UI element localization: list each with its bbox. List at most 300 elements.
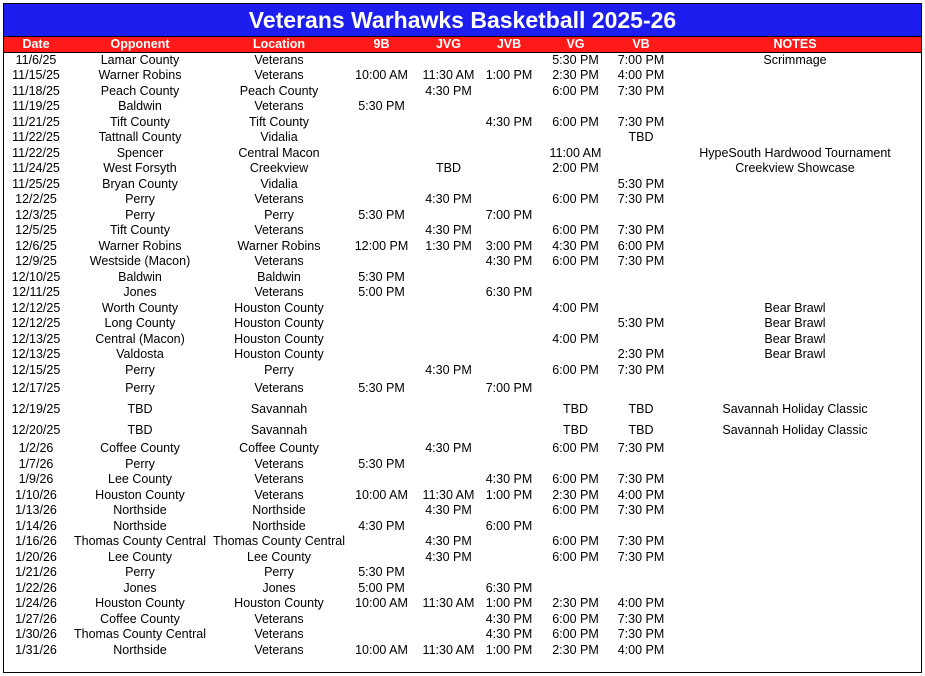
cell-location: Veterans [254, 254, 304, 268]
cell-location: Lee County [247, 549, 311, 564]
cell-9b: 4:30 PM [358, 518, 405, 533]
col-header-opponent: Opponent [68, 37, 212, 53]
cell-vg: 11:00 AM [549, 145, 602, 160]
cell-9b [346, 362, 417, 378]
cell-vb: TBD [628, 402, 654, 416]
cell-jvb [480, 130, 538, 145]
cell-opponent: Bryan County [102, 176, 178, 191]
cell-jvg: 4:30 PM [425, 83, 472, 98]
cell-location: Veterans [254, 285, 304, 299]
cell-jvg [417, 378, 480, 399]
table-row [4, 549, 921, 565]
cell-date: 12/15/25 [11, 362, 61, 377]
cell-jvg: 4:30 PM [425, 362, 472, 377]
cell-location: Veterans [254, 99, 304, 113]
cell-opponent: Perry [125, 381, 155, 395]
cell-opponent: Perry [125, 192, 155, 206]
cell-jvb [480, 192, 538, 207]
table-row [4, 456, 921, 472]
table-row [4, 441, 921, 456]
cell-date: 11/18/25 [12, 83, 60, 98]
cell-notes [669, 518, 921, 534]
cell-jvg [417, 456, 480, 472]
cell-date: 1/27/26 [15, 611, 57, 626]
cell-location: Thomas County Central [212, 534, 345, 548]
table-row [4, 68, 921, 83]
cell-vb: 7:30 PM [617, 549, 665, 564]
cell-opponent: Warner Robins [98, 238, 182, 253]
cell-location: Veterans [254, 642, 304, 657]
cell-opponent: Coffee County [100, 441, 180, 455]
table-row [4, 130, 921, 145]
cell-9b [346, 331, 417, 347]
cell-date: 12/17/25 [11, 381, 61, 395]
cell-vb: 7:30 PM [617, 362, 665, 377]
cell-jvg [417, 254, 480, 269]
cell-date: 11/6/25 [15, 53, 57, 68]
cell-location: Northside [252, 503, 306, 517]
cell-location: Peach County [239, 83, 319, 98]
cell-vg [538, 456, 613, 472]
cell-location: Houston County [234, 316, 324, 330]
cell-opponent: Perry [125, 362, 155, 377]
cell-notes [669, 114, 921, 130]
cell-jvg [417, 207, 480, 223]
cell-9b [346, 399, 417, 420]
cell-9b [346, 176, 417, 192]
cell-jvb [480, 53, 538, 68]
cell-vg: 6:00 PM [552, 534, 599, 548]
table-row [4, 99, 921, 114]
cell-date: 1/2/26 [18, 441, 54, 455]
cell-vg: 4:00 PM [552, 300, 599, 315]
table-row [4, 207, 921, 223]
cell-notes [669, 534, 921, 549]
cell-date: 12/5/25 [15, 223, 57, 237]
cell-opponent: Thomas County Central [73, 627, 206, 641]
cell-vg [538, 269, 613, 285]
cell-opponent: Lee County [108, 549, 172, 564]
cell-notes: Savannah Holiday Classic [722, 402, 868, 416]
cell-opponent: Northside [113, 642, 167, 657]
cell-9b: 5:30 PM [358, 207, 405, 222]
cell-vg: 6:00 PM [552, 503, 599, 517]
cell-notes: Bear Brawl [764, 300, 826, 315]
cell-vb: 4:00 PM [617, 487, 665, 502]
table-row [4, 176, 921, 192]
cell-opponent: Jones [123, 580, 157, 595]
cell-vb: 7:30 PM [617, 192, 665, 206]
cell-notes [669, 254, 921, 269]
table-row [4, 316, 921, 331]
cell-vb: 7:30 PM [617, 223, 665, 237]
cell-vg: 6:00 PM [552, 472, 599, 486]
cell-jvg [417, 269, 480, 285]
cell-location: Perry [264, 362, 294, 377]
cell-location: Northside [252, 518, 306, 533]
cell-date: 1/16/26 [15, 534, 57, 548]
cell-9b [346, 472, 417, 487]
cell-location: Savannah [250, 402, 308, 416]
cell-vb [613, 161, 669, 176]
cell-jvg: 4:30 PM [425, 549, 472, 564]
cell-jvb: 1:00 PM [485, 487, 533, 502]
cell-vb: 7:30 PM [617, 83, 665, 98]
cell-date: 12/12/25 [11, 316, 61, 330]
cell-date: 1/20/26 [15, 549, 57, 564]
cell-opponent: Lee County [108, 472, 172, 486]
cell-notes [669, 487, 921, 503]
cell-vb [613, 145, 669, 161]
cell-date: 12/2/25 [15, 192, 57, 206]
cell-vg: 6:00 PM [552, 83, 599, 98]
cell-opponent: Tift County [110, 223, 170, 237]
cell-jvb [480, 83, 538, 99]
cell-notes [669, 238, 921, 254]
cell-jvg [417, 565, 480, 580]
cell-vg: 6:00 PM [552, 254, 599, 268]
cell-vb: 4:00 PM [617, 596, 665, 610]
cell-vg: 2:30 PM [552, 642, 599, 657]
cell-notes [669, 456, 921, 472]
table-row [4, 83, 921, 99]
cell-notes [669, 176, 921, 192]
cell-vb: 7:30 PM [617, 114, 665, 129]
cell-jvb: 6:30 PM [485, 285, 533, 299]
cell-date: 11/25/25 [12, 176, 60, 191]
col-header-date: Date [4, 37, 68, 53]
table-row [4, 192, 921, 207]
cell-jvg [417, 114, 480, 130]
cell-opponent: Perry [125, 456, 155, 471]
cell-vg [538, 565, 613, 580]
cell-location: Baldwin [257, 269, 301, 284]
cell-jvb: 3:00 PM [485, 238, 533, 253]
cell-jvb [480, 269, 538, 285]
cell-location: Vidalia [260, 130, 298, 144]
cell-notes [669, 611, 921, 627]
table-row [4, 518, 921, 534]
cell-date: 12/11/25 [12, 285, 60, 299]
cell-notes [669, 378, 921, 399]
table-row [4, 254, 921, 269]
cell-9b [346, 300, 417, 316]
cell-location: Veterans [254, 611, 304, 626]
table-row [4, 223, 921, 238]
cell-vg [538, 99, 613, 114]
cell-jvg [417, 399, 480, 420]
col-header-9b: 9B [346, 37, 417, 53]
cell-jvg: 11:30 AM [422, 68, 475, 82]
cell-vg: 6:00 PM [552, 441, 599, 455]
cell-jvg [417, 130, 480, 145]
cell-notes: Bear Brawl [764, 331, 826, 346]
cell-opponent: Northside [113, 518, 167, 533]
cell-vb [613, 300, 669, 316]
cell-date: 1/21/26 [15, 565, 57, 579]
cell-vg: TBD [563, 423, 588, 437]
table-row [4, 347, 921, 362]
cell-notes [669, 269, 921, 285]
cell-location: Houston County [234, 596, 324, 610]
cell-location: Houston County [234, 347, 324, 361]
cell-date: 12/19/25 [11, 402, 61, 416]
cell-vg: 2:30 PM [552, 596, 599, 610]
cell-jvb: 7:00 PM [485, 381, 533, 395]
cell-date: 12/13/25 [11, 331, 61, 346]
cell-jvg [417, 518, 480, 534]
cell-date: 11/24/25 [12, 161, 60, 175]
cell-jvg [417, 331, 480, 347]
cell-date: 1/9/26 [18, 472, 54, 486]
col-header-location: Location [212, 37, 346, 53]
cell-jvg [417, 627, 480, 642]
cell-9b [346, 503, 417, 518]
cell-opponent: Worth County [101, 300, 179, 315]
cell-notes [669, 580, 921, 596]
cell-date: 12/3/25 [15, 207, 57, 222]
cell-jvb [480, 145, 538, 161]
cell-date: 12/9/25 [15, 254, 57, 268]
table-row [4, 565, 921, 580]
cell-jvb [480, 161, 538, 176]
table-row [4, 331, 921, 347]
cell-jvg [417, 99, 480, 114]
cell-location: Vidalia [260, 176, 298, 191]
cell-date: 11/21/25 [12, 114, 60, 129]
cell-vb: 5:30 PM [617, 176, 665, 191]
cell-9b [346, 161, 417, 176]
cell-jvg [417, 316, 480, 331]
cell-location: Veterans [254, 487, 304, 502]
cell-vg: 6:00 PM [552, 362, 599, 377]
cell-date: 11/19/25 [12, 99, 60, 113]
table-row [4, 285, 921, 300]
cell-jvg: 11:30 AM [422, 642, 475, 657]
cell-opponent: TBD [127, 402, 153, 416]
table-row [4, 300, 921, 316]
cell-opponent: TBD [127, 423, 153, 437]
cell-opponent: Northside [113, 503, 167, 517]
cell-jvg: 11:30 AM [422, 487, 475, 502]
cell-jvb [480, 362, 538, 378]
cell-date: 1/24/26 [15, 596, 57, 610]
cell-location: Houston County [234, 331, 324, 346]
cell-vb [613, 99, 669, 114]
table-row [4, 642, 921, 658]
cell-notes [669, 68, 921, 83]
cell-jvb: 4:30 PM [485, 114, 533, 129]
cell-vb: 4:00 PM [617, 68, 665, 82]
cell-vg [538, 176, 613, 192]
cell-9b [346, 441, 417, 456]
schedule-table [4, 37, 921, 658]
cell-9b [346, 254, 417, 269]
cell-opponent: Houston County [95, 487, 185, 502]
table-row [4, 378, 921, 399]
cell-jvg [417, 580, 480, 596]
cell-opponent: Thomas County Central [73, 534, 206, 548]
cell-date: 11/22/25 [12, 130, 60, 144]
cell-vb: 2:30 PM [617, 347, 665, 361]
table-row [4, 503, 921, 518]
cell-vb: 7:30 PM [617, 627, 665, 641]
cell-date: 12/6/25 [15, 238, 57, 253]
cell-opponent: Central (Macon) [95, 331, 185, 346]
cell-location: Savannah [250, 423, 308, 437]
table-row [4, 161, 921, 176]
cell-jvg [417, 347, 480, 362]
cell-9b: 10:00 AM [355, 642, 408, 657]
cell-jvb [480, 456, 538, 472]
col-header-notes: NOTES [669, 37, 921, 53]
col-header-jvg: JVG [417, 37, 480, 53]
table-row [4, 269, 921, 285]
cell-notes [669, 223, 921, 238]
cell-vb: 6:00 PM [617, 238, 665, 253]
cell-date: 1/14/26 [15, 518, 57, 533]
cell-jvb [480, 300, 538, 316]
cell-jvb: 4:30 PM [485, 254, 533, 268]
cell-vg [538, 207, 613, 223]
cell-opponent: Houston County [95, 596, 185, 610]
cell-date: 1/22/26 [15, 580, 57, 595]
cell-jvb [480, 99, 538, 114]
cell-notes: Scrimmage [763, 53, 827, 68]
cell-vg: 2:30 PM [552, 487, 599, 502]
cell-9b: 10:00 AM [355, 487, 408, 502]
cell-vb [613, 456, 669, 472]
cell-location: Veterans [254, 472, 304, 486]
cell-jvb: 7:00 PM [485, 207, 533, 222]
cell-date: 11/22/25 [12, 145, 60, 160]
cell-location: Veterans [254, 192, 304, 206]
cell-opponent: Coffee County [100, 611, 180, 626]
cell-date: 12/10/25 [11, 269, 61, 284]
cell-vg: 6:00 PM [552, 114, 599, 129]
cell-jvb [480, 331, 538, 347]
col-header-vb: VB [613, 37, 669, 53]
cell-jvb [480, 503, 538, 518]
cell-location: Veterans [254, 223, 304, 237]
cell-location: Veterans [254, 456, 304, 471]
cell-date: 1/10/26 [15, 487, 57, 502]
table-row [4, 487, 921, 503]
cell-vb: 7:30 PM [617, 611, 665, 626]
cell-9b [346, 316, 417, 331]
cell-vb: 7:30 PM [617, 472, 665, 486]
cell-notes: Savannah Holiday Classic [722, 423, 868, 437]
cell-vb [613, 518, 669, 534]
cell-jvg [417, 53, 480, 68]
table-row [4, 472, 921, 487]
cell-notes [669, 83, 921, 99]
cell-jvg [417, 611, 480, 627]
cell-notes [669, 642, 921, 658]
table-row [4, 362, 921, 378]
cell-vg [538, 378, 613, 399]
table-row [4, 580, 921, 596]
cell-jvg: TBD [436, 161, 461, 175]
table-row [4, 596, 921, 611]
cell-opponent: Baldwin [118, 99, 162, 113]
cell-jvg: 1:30 PM [425, 238, 472, 253]
cell-notes: Bear Brawl [764, 347, 826, 361]
table-row [4, 534, 921, 549]
cell-vb [613, 207, 669, 223]
cell-date: 12/13/25 [11, 347, 61, 361]
cell-notes [669, 565, 921, 580]
cell-vg: 4:30 PM [552, 238, 599, 253]
cell-vb: 7:30 PM [617, 254, 665, 268]
cell-location: Central Macon [238, 145, 320, 160]
cell-location: Perry [264, 207, 294, 222]
cell-vg [538, 518, 613, 534]
cell-vg [538, 347, 613, 362]
cell-opponent: Tift County [110, 114, 170, 129]
cell-date: 12/20/25 [11, 423, 61, 437]
cell-vg: 2:00 PM [552, 161, 599, 175]
cell-9b [346, 420, 417, 441]
cell-location: Veterans [254, 381, 304, 395]
schedule-sheet [3, 3, 922, 673]
cell-9b: 5:30 PM [358, 565, 405, 579]
cell-vg: 6:00 PM [552, 192, 599, 206]
cell-jvb: 4:30 PM [485, 472, 533, 486]
cell-vg: 6:00 PM [552, 627, 599, 641]
cell-location: Jones [262, 580, 296, 595]
cell-jvb: 6:00 PM [485, 518, 533, 533]
cell-date: 12/12/25 [11, 300, 61, 315]
cell-opponent: Baldwin [118, 269, 162, 284]
cell-notes [669, 362, 921, 378]
table-row [4, 399, 921, 420]
table-row [4, 53, 921, 68]
cell-vg: 6:00 PM [552, 549, 599, 564]
cell-opponent: Perry [125, 565, 155, 579]
cell-jvg [417, 300, 480, 316]
cell-vg [538, 285, 613, 300]
cell-opponent: Spencer [116, 145, 164, 160]
cell-jvb [480, 549, 538, 565]
cell-date: 11/15/25 [12, 68, 60, 82]
cell-jvg [417, 145, 480, 161]
sheet-title: Veterans Warhawks Basketball 2025-26 [4, 4, 921, 37]
cell-jvb: 4:30 PM [485, 627, 533, 641]
cell-9b: 10:00 AM [355, 596, 408, 610]
cell-vb: 7:30 PM [617, 441, 665, 455]
cell-notes [669, 503, 921, 518]
cell-jvg: 4:30 PM [425, 503, 472, 517]
cell-jvg [417, 285, 480, 300]
cell-9b [346, 611, 417, 627]
cell-vb [613, 378, 669, 399]
cell-jvg: 4:30 PM [425, 534, 472, 548]
cell-9b [346, 53, 417, 68]
cell-jvb [480, 347, 538, 362]
cell-notes [669, 207, 921, 223]
cell-9b: 5:30 PM [358, 456, 405, 471]
cell-notes: Bear Brawl [764, 316, 826, 330]
cell-notes [669, 441, 921, 456]
cell-9b: 5:30 PM [358, 99, 405, 113]
cell-9b [346, 347, 417, 362]
cell-location: Houston County [234, 300, 324, 315]
cell-vg: 4:00 PM [552, 331, 599, 346]
cell-jvb [480, 316, 538, 331]
cell-date: 1/7/26 [18, 456, 54, 471]
cell-vb [613, 331, 669, 347]
